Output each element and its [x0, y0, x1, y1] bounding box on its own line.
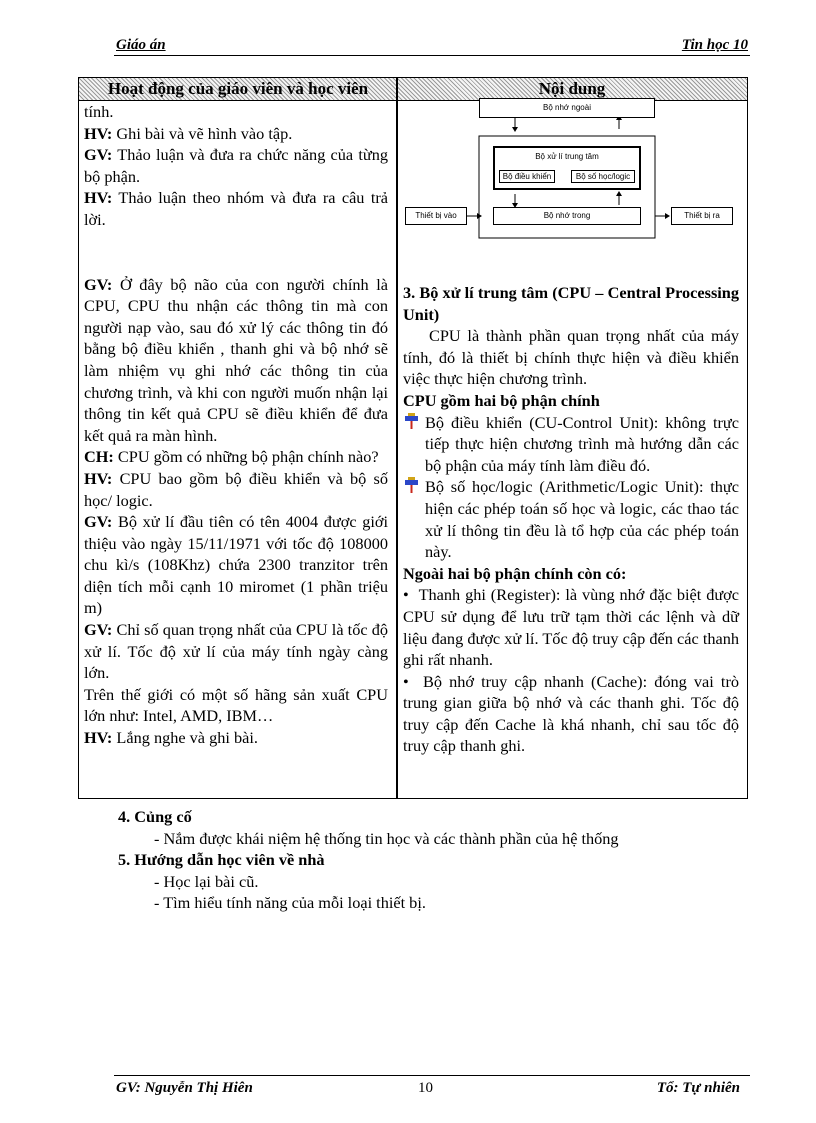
cpu-box-label: Bộ xử lí trung tâm	[535, 152, 599, 161]
paragraph: Trên thế giới có một số hãng sản xuất CPU lớn như: Intel, AMD, IBM…	[84, 684, 388, 726]
paragraph: GV: Bộ xử lí đầu tiên có tên 4004 được giới thiệu vào ngày 15/11/1971 với tốc độ 108000 chu kì/s (108Khz) chứa 2300 tranzitor trên diện tích mỗi cạnh 10 miromet (1 phần triệu m)	[84, 512, 388, 618]
paragraph: GV: Thảo luận và đưa ra chức năng của từng bộ phận.	[84, 145, 388, 186]
input-device-box: Thiết bị vào	[405, 207, 467, 225]
paragraph: GV: Chỉ số quan trọng nhất của CPU là tốc độ xử lí. Tốc độ xử lí của máy tính ngày càng lớn.	[84, 620, 388, 683]
control-unit-box: Bộ điều khiển	[499, 170, 555, 183]
header-right: Tin học 10	[681, 37, 748, 53]
subheading: Ngoài hai bộ phận chính còn có:	[403, 563, 627, 583]
pushpin-bullet-icon	[403, 412, 421, 436]
page-header	[114, 37, 750, 56]
dot-bullet-icon: •	[403, 671, 423, 691]
column-divider	[396, 78, 398, 798]
header-left: Giáo án	[116, 37, 166, 53]
section-heading: 5. Hướng dẫn học viên về nhà	[118, 850, 325, 869]
page-number: 10	[418, 1080, 433, 1096]
bullet-item: • Bộ nhớ truy cập nhanh (Cache): đóng vai trò trung gian giữa bộ nhớ và các thanh ghi. Tốc độ truy cập đến Cache là khá nhanh, chỉ sau tốc độ truy cập thanh ghi.	[403, 671, 740, 756]
list-item: - Học lại bài cũ.	[154, 871, 259, 891]
lesson-summary	[118, 806, 758, 914]
section-heading: 4. Củng cố	[118, 807, 192, 826]
bullet-item: Bộ số học/logic (Arithmetic/Logic Unit): thực hiện các phép toán số học và logic, các thao tác xử lí thông tin đều là tổ hợp của các phép toán này.	[403, 476, 739, 562]
internal-memory-box: Bộ nhớ trong	[493, 207, 641, 225]
paragraph: CPU là thành phần quan trọng nhất của máy tính, đó là thiết bị chính thực hiện và điều khiển việc thực hiện chương trình.	[403, 326, 739, 389]
page-footer	[114, 1075, 750, 1100]
list-item: - Nắm được khái niệm hệ thống tin học và các thành phần của hệ thống	[154, 828, 619, 848]
paragraph: HV: Thảo luận theo nhóm và đưa ra câu trả lời.	[84, 188, 388, 229]
col-left-title: Hoạt động của giáo viên và học viên	[107, 79, 369, 98]
pushpin-bullet-icon	[403, 476, 421, 500]
cpu-box	[493, 146, 641, 190]
bullet-item: • Thanh ghi (Register): là vùng nhớ đặc biệt được CPU sử dụng để lưu trữ tạm thời các lệnh và dữ liệu đang được xử lí. Tốc độ truy cập đến các thanh ghi rất nhanh.	[403, 585, 739, 670]
teacher-student-column	[84, 101, 388, 749]
footer-teacher: GV: Nguyễn Thị Hiên	[116, 1080, 253, 1096]
content-column	[403, 282, 739, 757]
text-line: tính.	[84, 102, 114, 121]
col-right-title: Nội dung	[538, 79, 606, 98]
footer-department: Tổ: Tự nhiên	[656, 1080, 740, 1096]
lesson-table	[78, 77, 748, 799]
section-heading: 3. Bộ xử lí trung tâm (CPU – Central Processing Unit)	[403, 283, 739, 324]
external-memory-box: Bộ nhớ ngoài	[479, 98, 655, 118]
paragraph: GV: Ở đây bộ não của con người chính là CPU, CPU thu nhận các thông tin mà con người nạp vào, sau đó xử lý các thông tin đó bằng bộ điều khiển , thanh ghi và bộ nhớ sẽ làm nhiệm vụ ghi nhớ các thông tin của chương trình, và khi con người muốn nhận lại thông tin kết quả CPU sẽ điều khiển để đưa kết quả ra màn hình.	[84, 274, 388, 445]
subheading: CPU gồm hai bộ phận chính	[403, 390, 600, 410]
paragraph: CH: CPU gồm có những bộ phận chính nào?	[84, 447, 379, 467]
paragraph: HV: CPU bao gồm bộ điều khiển và bộ số học/ logic.	[84, 468, 388, 510]
dot-bullet-icon: •	[403, 585, 419, 605]
alu-box: Bộ số học/logic	[571, 170, 635, 183]
spacer	[84, 231, 388, 274]
paragraph: HV: Ghi bài và vẽ hình vào tập.	[84, 123, 293, 143]
output-device-box: Thiết bị ra	[671, 207, 733, 225]
paragraph: HV: Lắng nghe và ghi bài.	[84, 728, 258, 748]
bullet-item: Bộ điều khiển (CU-Control Unit): không trực tiếp thực hiện chương trình mà hướng dẫn các bộ phận của máy tính làm điều đó.	[403, 412, 739, 477]
computer-structure-diagram	[401, 98, 749, 246]
list-item: - Tìm hiểu tính năng của mỗi loại thiết bị.	[154, 893, 426, 912]
